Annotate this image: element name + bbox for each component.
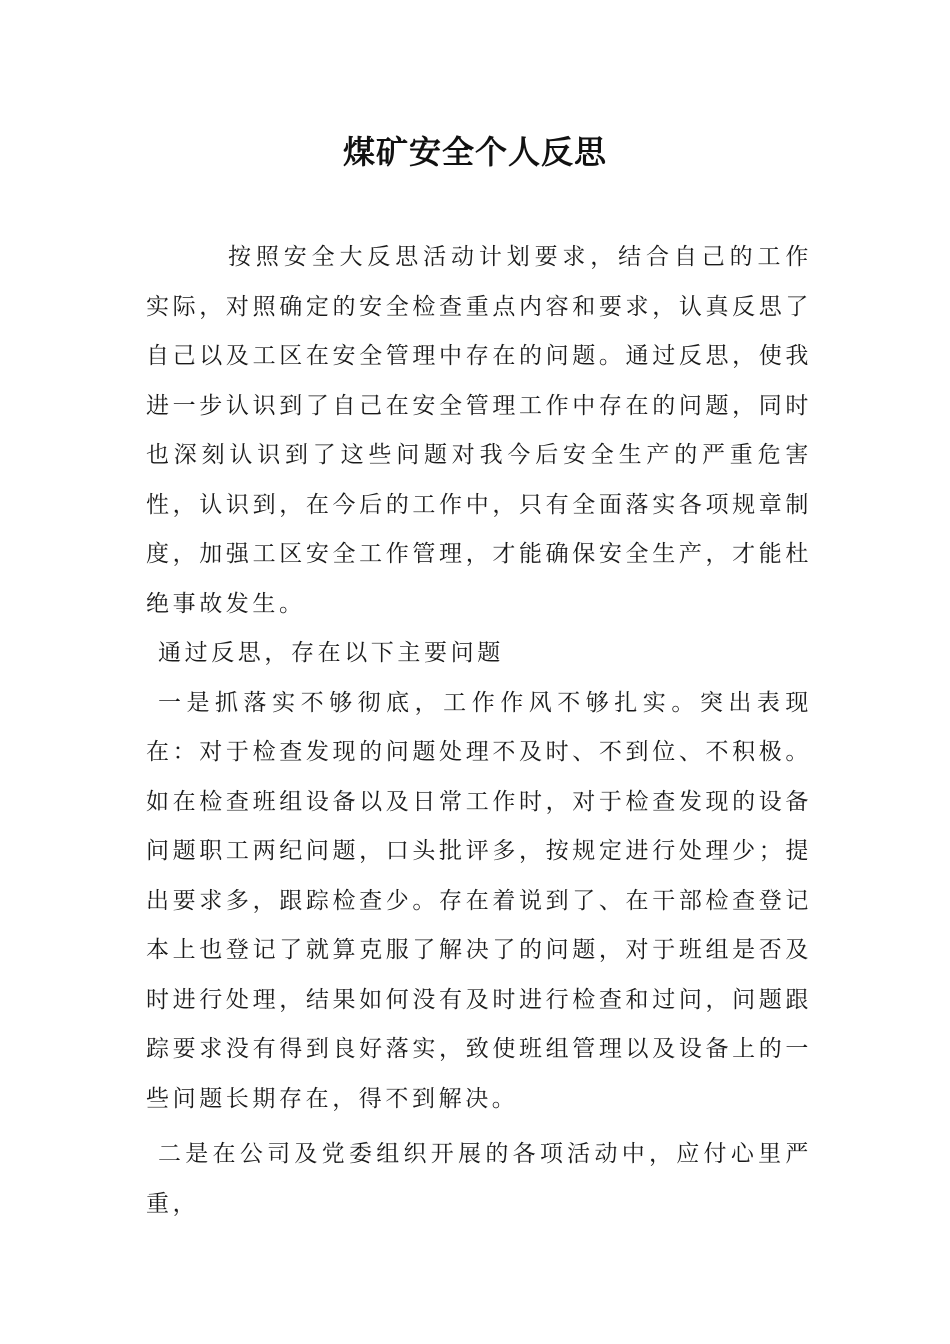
paragraph-intro-reflection: 按照安全大反思活动计划要求，结合自己的工作实际，对照确定的安全检查重点内容和要求，认真反思了自己以及工区在安全管理中存在的问题。通过反思，使我进一步认识到了自己在安全管理工作中存在的问题，同时也深刻认识到了这些问题对我今后安全生产的严重危害性，认识到，在今后的工作中，只有全面落实各项规章制度，加强工区安全工作管理，才能确保安全生产，才能杜绝事故发生。 bbox=[146, 244, 812, 617]
document-title: 煤矿安全个人反思 bbox=[342, 133, 607, 171]
document-body bbox=[146, 233, 812, 1229]
paragraph-problems-heading: 通过反思，存在以下主要问题 bbox=[158, 640, 504, 666]
paragraph-problem-two: 二是在公司及党委组织开展的各项活动中，应付心里严重， bbox=[146, 1141, 812, 1217]
paragraph-problem-one: 一是抓落实不够彻底，工作作风不够扎实。突出表现在：对于检查发现的问题处理不及时、不到位、不积极。如在检查班组设备以及日常工作时，对于检查发现的设备问题职工两纪问题，口头批评多，按规定进行处理少；提出要求多，跟踪检查少。存在着说到了、在干部检查登记本上也登记了就算克服了解决了的问题，对于班组是否及时进行处理，结果如何没有及时进行检查和过问，问题跟踪要求没有得到良好落实，致使班组管理以及设备上的一些问题长期存在，得不到解决。 bbox=[146, 689, 812, 1112]
